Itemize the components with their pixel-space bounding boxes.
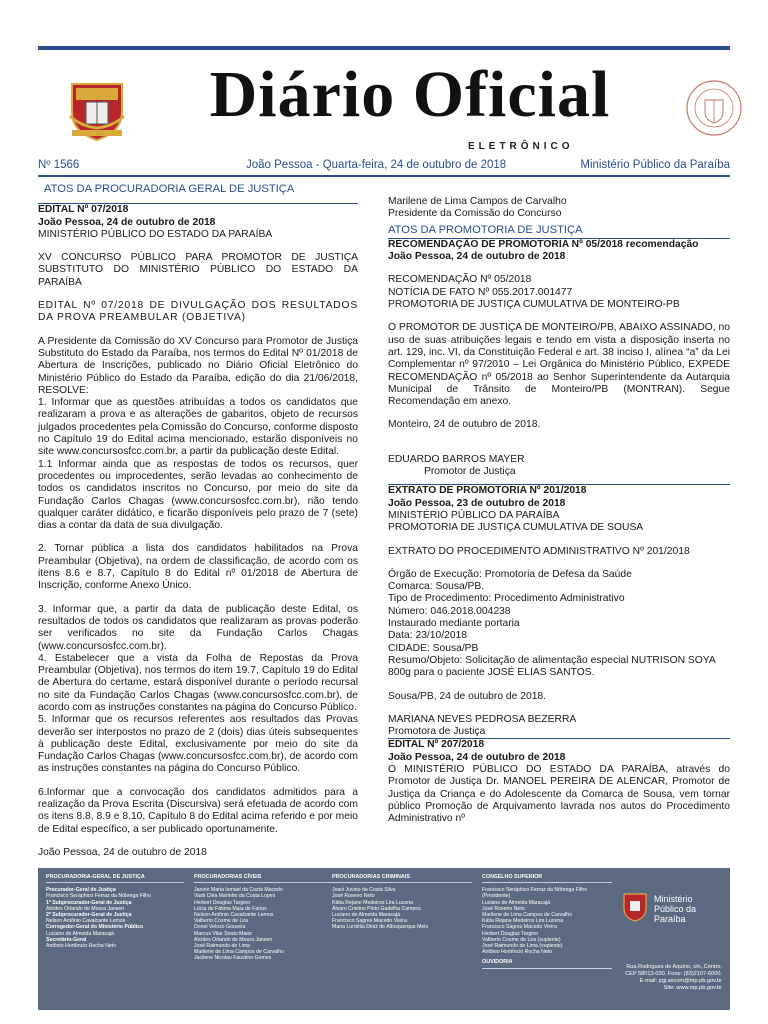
footer-name: Janete Maria Ismael da Costa Macedo <box>194 887 283 894</box>
address-line: CEP 58013-030. Fone: (83)2107-6000. <box>625 971 722 977</box>
footer-role: Procurador-Geral de Justiça <box>46 887 116 894</box>
signature-name: Marilene de Lima Campos de Carvalho <box>388 196 567 207</box>
footer-name: Álvaro Cristino Pinto Gadelha Campos <box>332 905 421 912</box>
footer-name: Francisco Seráphico Ferraz da Nóbrega Filho <box>46 893 151 900</box>
right-column <box>388 196 730 825</box>
signature-role: Presidente da Comissão do Concurso <box>388 208 562 220</box>
signature-name: MARIANA NEVES PEDROSA BEZERRA <box>388 713 577 725</box>
signature-role: Promotora de Justiça <box>388 726 486 738</box>
paragraph: 4. Estabelecer que a vista da Folha de Repostas da Prova Preambular (Objetiva), nos termos do item 19.7, Capítulo 19 do Edital de Abertura do certame, estará disponível durante o período recursal no site da Fundação Carlos Chagas (www.concursosfcc.com.br), de acordo com as instruções constantes na página do Concurso Público. <box>38 652 358 713</box>
footer-name: Francisco Seráphico Ferraz da Nóbrega Filho <box>482 887 587 894</box>
edital2-date: João Pessoa, 24 de outubro de 2018 <box>388 751 566 763</box>
masthead-subtitle: ELETRÔNICO <box>468 141 574 152</box>
ext-place: Sousa/PB, 24 de outubro de 2018. <box>388 690 547 702</box>
paragraph: 6.Informar que a convocação dos candidatos admitidos para a realização da Prova Escrita (Discursiva) será efetuada de acordo com os itens 8.8, 8.9 e 8.10, Capítulo 8 do Edital acima referido e por meio de Edital específico, a ser publicado oportunamente. <box>38 786 358 835</box>
signature-name: EDUARDO BARROS MAYER <box>388 453 525 465</box>
footer-name: Marcus Vilar Souto Maior <box>194 930 253 937</box>
footer-name: Marilene de Lima Campos de Carvalho <box>482 912 572 919</box>
ext-line: CIDADE: Sousa/PB <box>388 642 479 654</box>
rec-line: NOTÍCIA DE FATO Nº 055.2017.001477 <box>388 286 573 298</box>
closing-date: João Pessoa, 24 de outubro de 2018 <box>38 846 207 858</box>
rec-date: João Pessoa, 24 de outubro de 2018 <box>388 251 566 263</box>
footer-name: José Roseno Neto <box>482 905 525 912</box>
signature-role: Promotor de Justiça <box>424 466 516 478</box>
ext-line: Instaurado mediante portaria <box>388 618 520 630</box>
footer-name: Herbert Douglas Targino <box>482 930 539 937</box>
edital-subject: EDITAL Nº 07/2018 DE DIVULGAÇÃO DOS RESULTADOS DA PROVA PREAMBULAR (OBJETIVA) <box>38 300 358 324</box>
logo-line: Público da <box>654 904 697 914</box>
info-rule <box>38 175 730 177</box>
ext-line: Comarca: Sousa/PB. <box>388 581 485 593</box>
section-title-pj: ATOS DA PROMOTORIA DE JUSTIÇA <box>388 223 583 236</box>
footer-name: Marilene de Lima Campos de Carvalho <box>194 949 284 956</box>
address-line: Rua Rodrigues de Aquino, s/n, Centro. <box>626 964 722 970</box>
edital-title: EDITAL Nº 07/2018 <box>38 203 358 216</box>
footer-pgj <box>46 874 184 949</box>
footer-name: Valberto Cosme de Lira (suplente) <box>482 936 561 943</box>
footer-role: 1º Subprocurador-Geral de Justiça <box>46 899 132 906</box>
rec-title: RECOMENDAÇÃO DE PROMOTORIA Nº 05/2018 recomendação <box>388 238 730 251</box>
issue-number: Nº 1566 <box>38 159 80 171</box>
footer-name: Doriel Veloso Gouveia <box>194 924 246 931</box>
edital-org: MINISTÉRIO PÚBLICO DO ESTADO DA PARAÍBA <box>38 228 273 240</box>
paragraph: 5. Informar que os recursos referentes aos resultados das Provas deverão ser interpostos no prazo de 2 (dois) dias úteis subsequentes à publicação deste Edital, exclusivamente por meio do site da Fundação Carlos Chagas (www.concursosfcc.com.br), de acordo com as instruções constantes na página do Concurso Público. <box>38 714 358 775</box>
footer-name: Alcides Orlando de Moura Jansen <box>46 905 125 912</box>
footer-logo-text <box>654 894 696 924</box>
edital-concurso: XV CONCURSO PÚBLICO PARA PROMOTOR DE JUSTIÇA SUBSTITUTO DO MINISTÉRIO PÚBLICO DO ESTADO DA PARAÍBA <box>38 252 358 288</box>
footer-name: Valberto Cosme de Lira <box>194 918 249 925</box>
footer-heading: OUVIDORIA <box>482 959 612 968</box>
ext-title: EXTRATO DE PROMOTORIA Nº 201/2018 <box>388 484 730 497</box>
footer-address <box>572 964 722 992</box>
footer-role: Corregedor-Geral do Ministério Público <box>46 924 144 931</box>
footer-name: Antônio Hortêncio Rocha Neto <box>482 949 553 956</box>
footer-name: Vasti Cléa Marinho da Costa Lopes <box>194 893 276 900</box>
footer-name: Luciano de Almeida Maracajá <box>332 912 401 919</box>
footer-name: Jacilene Nicolau Faustino Gomes <box>194 955 272 962</box>
left-column <box>38 180 358 859</box>
official-seal-icon <box>684 78 744 138</box>
issue-date: João Pessoa - Quarta-feira, 24 de outubro de 2018 <box>246 159 507 171</box>
footer-name: Kátia Rejane Medeiros Lira Lucena <box>482 918 564 925</box>
footer-name: Luciano de Almeida Maracajá <box>46 930 115 937</box>
address-line[interactable]: Site: www.mp.pb.gov.br <box>663 985 722 991</box>
section-title-pgj: ATOS DA PROCURADORIA GERAL DE JUSTIÇA <box>44 183 295 195</box>
footer-criminais <box>332 874 472 931</box>
edital2-body: O MINISTÉRIO PÚBLICO DO ESTADO DA PARAÍBA, através do Promotor de Justiça Dr. MANOEL PEREIRA DE ALENCAR, Promotor de Justiça da Criança e do Adolescente da Comarca de Sousa, vem tornar público Promoção de Arquivamento lavrada nos autos do Procedimento Administrativo nº <box>388 763 730 825</box>
footer-heading: PROCURADORIAS CÍVEIS <box>194 874 334 883</box>
footer-name: Francisco Sagres Macedo Vieira <box>332 918 407 925</box>
issue-org: Ministério Público da Paraíba <box>580 159 730 171</box>
edital-date: João Pessoa, 24 de outubro de 2018 <box>38 216 216 228</box>
footer-name: Nelson Antônio Cavalcante Lemos <box>46 918 126 925</box>
footer-heading: PROCURADORIA-GERAL DE JUSTIÇA <box>46 874 184 883</box>
footer-role: 2º Subprocurador-Geral de Justiça <box>46 912 132 919</box>
rec-line: RECOMENDAÇÃO Nº 05/2018 <box>388 274 532 286</box>
ext-line: Data: 23/10/2018 <box>388 630 468 642</box>
footer-name: Luciano de Almeida Maracajá <box>482 899 551 906</box>
footer <box>38 868 730 1010</box>
footer-heading: PROCURADORIAS CRIMINAIS <box>332 874 472 883</box>
ext-line: Órgão de Execução: Promotoria de Defesa da Saúde <box>388 568 632 580</box>
logo-line: Paraíba <box>654 914 686 924</box>
top-rule <box>38 46 730 50</box>
footer-civeis <box>194 874 334 962</box>
mp-shield-icon <box>622 892 648 922</box>
footer-conselho <box>482 874 612 973</box>
mp-crest-icon <box>66 76 128 142</box>
ext-line: Tipo de Procedimento: Procedimento Administrativo <box>388 593 625 605</box>
footer-role: Secretário-Geral <box>46 936 87 943</box>
footer-name: José Raimundo de Lima (suplente) <box>482 943 563 950</box>
footer-name: Francisco Sagres Macedo Vieira <box>482 924 557 931</box>
ext-date: João Pessoa, 23 de outubro de 2018 <box>388 497 566 509</box>
footer-name: José Roseno Neto <box>332 893 375 900</box>
footer-heading: CONSELHO SUPERIOR <box>482 874 612 883</box>
ext-line: Número: 046.2018.004238 <box>388 605 511 617</box>
footer-name: Nelson Antônio Cavalcante Lemos <box>194 912 274 919</box>
rec-body: O PROMOTOR DE JUSTIÇA DE MONTEIRO/PB, ABAIXO ASSINADO, no uso de suas atribuições legais e tendo em vista a disposição inserta no art. 129, inc. VI, da Constituição Federal e art. 38 inciso I, alínea “a” da Lei Complementar nº 97/2010 – Lei Orgânica do Ministério Público, EXPEDE RECOMENDAÇÃO nº 05/2018 ao Senhor Superintendente da Autarquia Municipal de Trânsito de Monteiro/PB (MONTRAN). Segue Recomendação em anexo. <box>388 322 730 408</box>
paragraph: 1.1 Informar ainda que as respostas de todos os recursos, quer procedentes ou improcedentes, serão levadas ao conhecimento de todos os candidatos inscritos no Concurso, por meio do site da Fundação Carlos Chagas (www.concursosfcc.com.br), não tendo qualquer caráter didático, e ficarão disponíveis pelo prazo de 7 (sete) dias a contar da data de sua divulgação. <box>38 458 358 532</box>
footer-name: Maria Lurdélia Diniz de Albuquerque Melo <box>332 924 429 931</box>
masthead-title: Diário Oficial <box>209 58 611 131</box>
rec-place: Monteiro, 24 de outubro de 2018. <box>388 419 541 431</box>
rec-line: PROMOTORIA DE JUSTIÇA CUMULATIVA DE MONTEIRO-PB <box>388 299 680 311</box>
ext-heading: EXTRATO DO PROCEDIMENTO ADMINISTRATIVO Nº 201/2018 <box>388 545 690 557</box>
address-line[interactable]: E-mail: pgj.ascom@mp.pb.gov.br <box>639 978 722 984</box>
paragraph: 2. Tornar pública a lista dos candidatos habilitados na Prova Preambular (Objetiva), na ordem de classificação, de acordo com os itens 8.6 e 8.7, Capítulo 8 do Edital nº 01/2018 de Abertura de Inscrição, conforme Anexo Único. <box>38 543 358 592</box>
footer-name: Antônio Hortêncio Rocha Neto <box>46 943 117 950</box>
issue-info-bar <box>38 159 730 175</box>
footer-name: Lúcia de Fátima Maia de Farias <box>194 905 267 912</box>
ext-line: Resumo/Objeto: Solicitação de alimentação especial NUTRISON SOYA 800g para o paciente JOSÉ ELIAS SANTOS. <box>388 654 716 679</box>
paragraph: 3. Informar que, a partir da data de publicação deste Edital, os resultados de todos os candidatos que realizaram as provas poderão ser verificados no site da Fundação Carlos Chagas (www.concursosfcc.com.br). <box>38 603 358 652</box>
footer-name: Alcides Orlando de Moura Jansen <box>194 936 273 943</box>
paragraph: A Presidente da Comissão do XV Concurso para Promotor de Justiça Substituto do Estado da Paraíba, nos termos do Edital Nº 01/2018 de Abertura de Inscrições, publicado no Diário Oficial Eletrônico do Ministério Público do Estado da Paraíba, edição do dia 21/06/2018, RESOLVE: <box>38 335 358 396</box>
footer-logo <box>622 892 732 932</box>
edital2-title: EDITAL Nº 207/2018 <box>388 738 730 751</box>
logo-line: Ministério <box>654 894 693 904</box>
footer-name: Kátia Rejane Medeiros Lira Lucena <box>332 899 414 906</box>
ext-unit: PROMOTORIA DE JUSTIÇA CUMULATIVA DE SOUSA <box>388 522 644 534</box>
ext-org: MINISTÉRIO PÚBLICO DA PARAÍBA <box>388 509 560 521</box>
footer-name: Joaci Juvino da Costa Silva <box>332 887 396 894</box>
footer-name: José Raimundo de Lima <box>194 943 250 950</box>
footer-name: Herbert Douglas Targino <box>194 899 251 906</box>
paragraph: 1. Informar que as questões atribuídas a todos os candidatos que realizaram a prova e as alterações de gabaritos, objeto de recursos julgados procedentes pela Comissão do Concurso, conforme disposto no Capítulo 19 do Edital acima mencionado, estarão disponíveis no site www.concursosfcc.com.br, a partir da publicação deste Edital. <box>38 397 358 458</box>
footer-name: (Presidente) <box>482 893 511 900</box>
